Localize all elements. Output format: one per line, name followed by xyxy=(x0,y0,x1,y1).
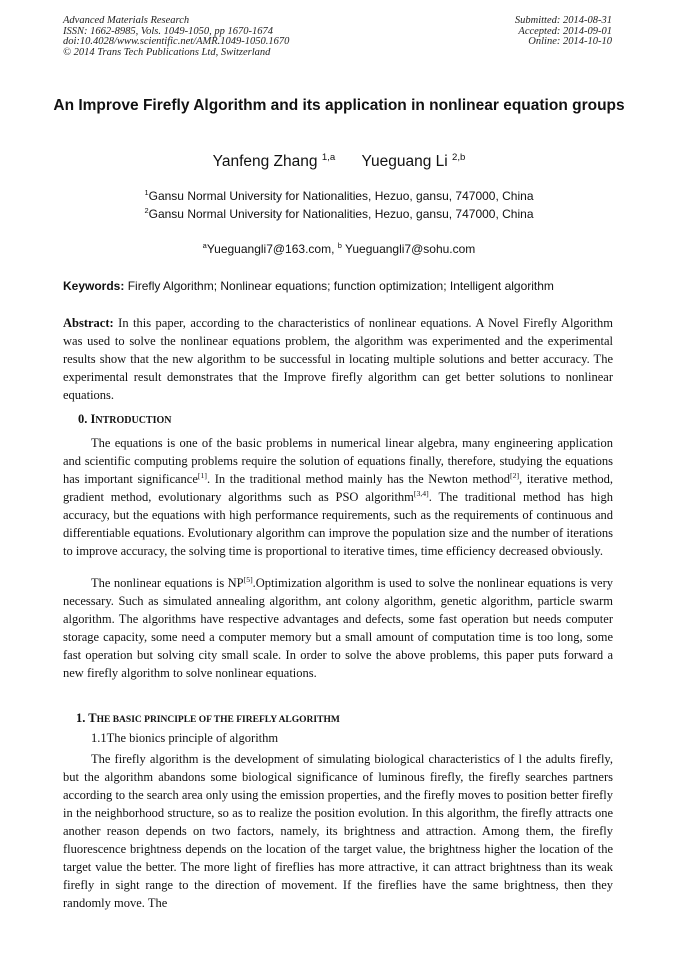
email-mark: a xyxy=(202,241,207,250)
keywords xyxy=(63,279,623,293)
section-number: 1. xyxy=(76,711,86,725)
keywords-text: Firefly Algorithm; Nonlinear equations; function optimization; Intelligent algorithm xyxy=(127,279,554,293)
paragraph xyxy=(63,434,613,560)
author-list xyxy=(0,153,678,171)
submission-dates xyxy=(515,16,612,48)
author-emails xyxy=(0,242,678,256)
author-sup: 2,b xyxy=(452,151,466,163)
section-heading-introduction xyxy=(78,412,172,427)
subsection-heading: 1.1The bionics principle of algorithm xyxy=(91,731,279,745)
abstract-label: Abstract: xyxy=(63,316,114,330)
affiliation xyxy=(0,207,678,221)
paragraph-text: The nonlinear equations is NP xyxy=(91,576,244,590)
paragraph-text: .Optimization algorithm is used to solve the nonlinear equations is very necessary. Such as simulated annealing algorithm, ant colony algorithm, genetic algorithm, particle swarm algorithm. The algorithms have respective advantages and defects, some fast operation but needs computer storage capacity, some need a computer memory but a small amount of computation time is too long, some fast operation but solving city small scale. In order to solve the above problems, this paper puts forward a new firefly algorithm to solve nonlinear equations. xyxy=(63,576,613,680)
section-title-initial: I xyxy=(90,412,96,426)
section-heading-principle xyxy=(76,711,340,726)
paragraph-text: . The traditional method has high accuracy, but the equations with high performance requirements, such as the requirements of continuous and differentiable equations. Evolutionary algorithm can improve the population size and the number of iterations to improve accuracy, the solving time is proportional to iterative times, time efficiency decreased obviously. xyxy=(63,490,614,558)
journal-issn: ISSN: 1662-8985, Vols. 1049-1050, pp 1670-1674 xyxy=(63,25,273,37)
affiliation-text: Gansu Normal University for Nationalities, Hezuo, gansu, 747000, China xyxy=(148,207,534,221)
paragraph-text: The firefly algorithm is the development of simulating biological characteristics of l the adults firefly, but the algorithm abandons some biological significance of luminous firefly, the firefly searches partners according to the search area only using the emission properties, and the firefly moves to position better firefly in the neighborhood structure, so as to realize the position evolution. In this algorithm, the firefly attracts one another reason depends on two factors, namely, its brightness and attraction. Among them, the firefly fluorescence brightness depends on the location of the target value, the brightness higher the location of the target value the better. The more light of fireflies has more attractive, it can attract brightness than its weak firefly in sight range to the direction of movement. If the fireflies have the same brightness, then they randomly move. The xyxy=(63,752,613,910)
journal-name: Advanced Materials Research xyxy=(63,15,190,26)
paper-title: An Improve Firefly Algorithm and its application in nonlinear equation groups xyxy=(53,97,625,114)
accepted-date: Accepted: 2014-09-01 xyxy=(518,25,612,37)
paragraph-text: . In the traditional method mainly has the Newton method xyxy=(206,472,510,486)
abstract xyxy=(63,314,613,404)
email-link[interactable]: Yueguangli7@163.com, xyxy=(206,242,335,256)
paragraph xyxy=(63,750,613,912)
paragraph-text: The equations is one of the basic problems in numerical linear algebra, many engineering application and scientific computing problems require the solution of equations finally, therefore, studying the equations has important significance xyxy=(63,436,613,486)
section-title-initial: T xyxy=(88,711,97,725)
journal-header xyxy=(63,16,289,58)
keywords-label: Keywords: xyxy=(63,279,125,293)
author-name: Yanfeng Zhang xyxy=(212,153,318,170)
submitted-date: Submitted: 2014-08-31 xyxy=(514,15,612,26)
section-title-rest: NTRODUCTION xyxy=(95,415,172,426)
author-sup: 1,a xyxy=(321,151,336,163)
journal-copyright: © 2014 Trans Tech Publications Ltd, Switzerland xyxy=(63,46,271,58)
journal-doi: doi:10.4028/www.scientific.net/AMR.1049-1050.1670 xyxy=(63,36,290,47)
paragraph-text: , iterative method, gradient method, evolutionary algorithms such as PSO algorithm xyxy=(63,472,613,504)
abstract-text: In this paper, according to the characteristics of nonlinear equations. A Novel Firefly Algorithm was used to solve the nonlinear equations problem, the algorithm was experimented and the experimental results show that the new algorithm to be successful in locating multiple solutions and better accuracy. The experimental result demonstrates that the Improve firefly algorithm can get better solutions to nonlinear equations. xyxy=(63,316,614,402)
citation[interactable]: [2] xyxy=(509,470,520,480)
section-number: 0. xyxy=(78,412,88,426)
affiliation-mark: 1 xyxy=(144,188,149,197)
citation[interactable]: [1] xyxy=(197,470,207,480)
online-date: Online: 2014-10-10 xyxy=(528,36,612,47)
affiliation-mark: 2 xyxy=(144,206,149,215)
email-link[interactable]: Yueguangli7@sohu.com xyxy=(345,242,476,256)
paragraph xyxy=(63,574,613,682)
affiliation xyxy=(0,189,678,203)
section-title-rest: HE BASIC PRINCIPLE OF THE FIREFLY ALGORITHM xyxy=(96,715,340,725)
citation[interactable]: [5] xyxy=(243,574,253,584)
email-mark: b xyxy=(337,241,342,250)
affiliation-text: Gansu Normal University for Nationalities, Hezuo, gansu, 747000, China xyxy=(148,189,534,203)
citation[interactable]: [3,4] xyxy=(413,488,429,498)
author-name: Yueguang Li xyxy=(361,153,448,170)
